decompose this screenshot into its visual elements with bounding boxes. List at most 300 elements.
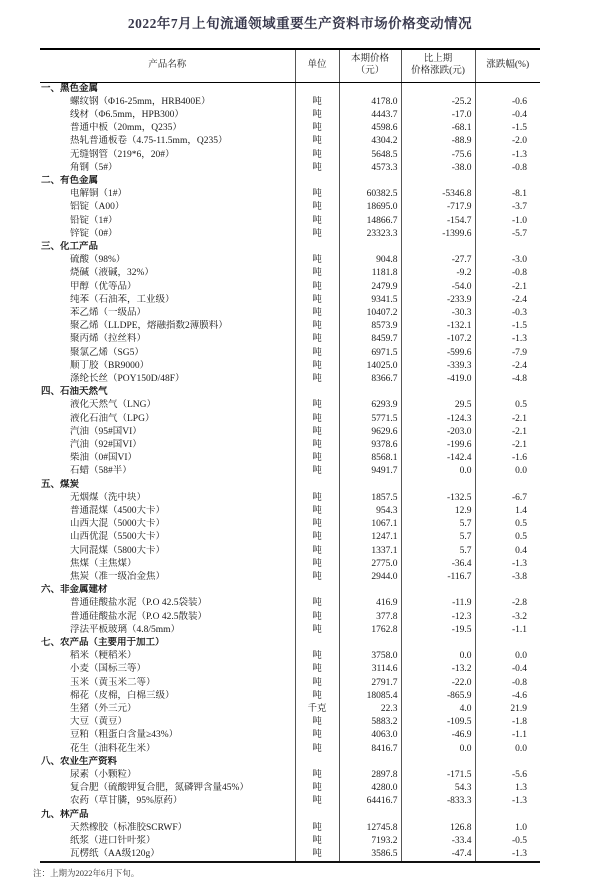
- unit-cell: 吨: [295, 281, 339, 294]
- section-header-row: [40, 479, 540, 492]
- price-change-cell: -599.6: [401, 347, 475, 360]
- price-change-cell: 29.5: [401, 399, 475, 412]
- unit-cell: 吨: [295, 795, 339, 808]
- product-name-cell: 聚氯乙烯（SG5）: [70, 347, 144, 358]
- pct-change-cell: -2.1: [475, 439, 540, 452]
- product-row: [40, 663, 540, 676]
- current-price-cell: 6971.5: [339, 347, 401, 360]
- product-name-cell: 浮法平板玻璃（4.8/5mm）: [70, 624, 181, 635]
- unit-cell: 吨: [295, 188, 339, 201]
- product-name-cell: 农药（草甘膦，95%原药）: [70, 796, 183, 807]
- price-change-cell: 0.0: [401, 650, 475, 663]
- unit-cell: 吨: [295, 505, 339, 518]
- price-change-cell: -199.6: [401, 439, 475, 452]
- product-name-cell: 角钢（5#）: [70, 162, 118, 173]
- product-row: [40, 703, 540, 716]
- product-name-cell: 汽油（92#国VI）: [70, 439, 142, 450]
- product-name-cell: 顺丁胶（BR9000）: [70, 360, 150, 371]
- current-price-cell: [339, 809, 401, 822]
- col-header-price-change: [401, 49, 475, 82]
- col-header-unit-label: 单位: [307, 60, 327, 70]
- product-row: [40, 677, 540, 690]
- pct-change-cell: -1.3: [475, 558, 540, 571]
- unit-cell: 吨: [295, 96, 339, 109]
- unit-cell: 吨: [295, 413, 339, 426]
- current-price-cell: 8573.9: [339, 320, 401, 333]
- product-name-cell: 普通混煤（4500大卡）: [70, 506, 166, 516]
- product-name-cell: 焦煤（主焦煤）: [70, 558, 137, 569]
- current-price-cell: 23323.3: [339, 228, 401, 241]
- current-price-cell: 8568.1: [339, 452, 401, 465]
- current-price-cell: 1067.1: [339, 518, 401, 531]
- product-row: [40, 835, 540, 848]
- price-change-cell: -25.2: [401, 96, 475, 109]
- product-row: [40, 149, 540, 162]
- price-change-cell: -13.2: [401, 663, 475, 676]
- current-price-cell: 4573.3: [339, 162, 401, 175]
- price-change-cell: 54.3: [401, 782, 475, 795]
- pct-change-cell: -1.3: [475, 795, 540, 808]
- unit-cell: 吨: [295, 716, 339, 729]
- unit-cell: 吨: [295, 333, 339, 346]
- section-name-cell: 七、农产品（主要用于加工）: [41, 638, 165, 649]
- current-price-cell: [339, 82, 401, 96]
- product-row: [40, 558, 540, 571]
- pct-change-cell: -0.8: [475, 162, 540, 175]
- current-price-cell: 6293.9: [339, 399, 401, 412]
- current-price-cell: [339, 584, 401, 597]
- product-name-cell: 生猪（外三元）: [70, 704, 137, 715]
- product-name-cell: 小麦（国标三等）: [70, 664, 147, 675]
- product-name-cell: 普通中板（20mm，Q235）: [70, 123, 182, 134]
- col-header-pct-change: [475, 49, 540, 82]
- product-name-cell: 棉花（皮棉，白棉三级）: [70, 690, 175, 701]
- unit-cell: [295, 584, 339, 597]
- product-name-cell: 稻米（粳稻米）: [70, 651, 137, 662]
- pct-change-cell: -1.1: [475, 624, 540, 637]
- product-name-cell: 瓦楞纸（AA级120g）: [70, 849, 160, 860]
- product-row: [40, 465, 540, 478]
- product-name-cell: 天然橡胶（标准胶SCRWF）: [70, 822, 188, 833]
- unit-cell: 吨: [295, 597, 339, 610]
- product-name-cell: 液化天然气（LNG）: [70, 400, 157, 411]
- pct-change-cell: -1.8: [475, 716, 540, 729]
- product-row: [40, 492, 540, 505]
- product-row: [40, 333, 540, 346]
- pct-change-cell: -2.4: [475, 294, 540, 307]
- product-name-cell: 尿素（小颗粒）: [70, 770, 137, 781]
- current-price-cell: 2944.0: [339, 571, 401, 584]
- product-row: [40, 373, 540, 386]
- unit-cell: 吨: [295, 624, 339, 637]
- unit-cell: 千克: [295, 703, 339, 716]
- unit-cell: 吨: [295, 822, 339, 835]
- current-price-cell: [339, 175, 401, 188]
- price-change-cell: -75.6: [401, 149, 475, 162]
- unit-cell: 吨: [295, 135, 339, 148]
- price-change-cell: [401, 386, 475, 399]
- pct-change-cell: -2.8: [475, 597, 540, 610]
- current-price-cell: [339, 479, 401, 492]
- product-row: [40, 729, 540, 742]
- product-row: [40, 571, 540, 584]
- price-change-cell: -419.0: [401, 373, 475, 386]
- current-price-cell: 9629.6: [339, 426, 401, 439]
- price-change-cell: -339.3: [401, 360, 475, 373]
- unit-cell: 吨: [295, 228, 339, 241]
- current-price-cell: 416.9: [339, 597, 401, 610]
- price-change-cell: -22.0: [401, 677, 475, 690]
- col-header-price-change-line1: 比上期: [423, 54, 453, 65]
- unit-cell: 吨: [295, 254, 339, 267]
- pct-change-cell: -4.6: [475, 690, 540, 703]
- product-name-cell: 石蜡（58#半）: [70, 466, 132, 477]
- pct-change-cell: -2.1: [475, 281, 540, 294]
- current-price-cell: 1762.8: [339, 624, 401, 637]
- price-change-cell: 5.7: [401, 531, 475, 544]
- product-row: [40, 426, 540, 439]
- current-price-cell: 5883.2: [339, 716, 401, 729]
- unit-cell: 吨: [295, 492, 339, 505]
- product-row: [40, 320, 540, 333]
- unit-cell: 吨: [295, 215, 339, 228]
- pct-change-cell: -2.0: [475, 135, 540, 148]
- pct-change-cell: -2.1: [475, 413, 540, 426]
- current-price-cell: 1857.5: [339, 492, 401, 505]
- pct-change-cell: 1.4: [475, 505, 540, 518]
- unit-cell: 吨: [295, 729, 339, 742]
- footnote: 注：上期为2022年6月下旬。: [33, 868, 140, 879]
- product-name-cell: 电解铜（1#）: [70, 189, 128, 200]
- current-price-cell: 8416.7: [339, 743, 401, 756]
- product-name-cell: 纸浆（进口针叶浆）: [70, 836, 156, 847]
- price-change-cell: -124.3: [401, 413, 475, 426]
- unit-cell: 吨: [295, 531, 339, 544]
- product-name-cell: 苯乙烯（一级品）: [70, 307, 147, 318]
- current-price-cell: 377.8: [339, 611, 401, 624]
- pct-change-cell: -0.6: [475, 96, 540, 109]
- product-name-cell: 热轧普通板卷（4.75-11.5mm，Q235）: [70, 136, 228, 147]
- price-change-cell: -132.1: [401, 320, 475, 333]
- current-price-cell: [339, 241, 401, 254]
- current-price-cell: 10407.2: [339, 307, 401, 320]
- price-change-cell: -88.9: [401, 135, 475, 148]
- price-change-cell: -203.0: [401, 426, 475, 439]
- price-change-cell: 0.0: [401, 743, 475, 756]
- product-row: [40, 135, 540, 148]
- product-name-cell: 无缝钢管（219*6，20#）: [70, 149, 175, 160]
- product-row: [40, 743, 540, 756]
- product-row: [40, 228, 540, 241]
- price-change-cell: 5.7: [401, 545, 475, 558]
- current-price-cell: 4304.2: [339, 135, 401, 148]
- product-row: [40, 769, 540, 782]
- current-price-cell: 1247.1: [339, 531, 401, 544]
- section-name-cell: 九、林产品: [41, 809, 89, 820]
- pct-change-cell: 0.5: [475, 518, 540, 531]
- pct-change-cell: -1.5: [475, 122, 540, 135]
- price-change-cell: [401, 241, 475, 254]
- section-header-row: [40, 809, 540, 822]
- pct-change-cell: 0.0: [475, 650, 540, 663]
- current-price-cell: 4598.6: [339, 122, 401, 135]
- pct-change-cell: -3.7: [475, 201, 540, 214]
- unit-cell: 吨: [295, 848, 339, 862]
- section-header-row: [40, 241, 540, 254]
- product-name-cell: 铝锭（A00）: [70, 202, 125, 213]
- product-row: [40, 215, 540, 228]
- unit-cell: 吨: [295, 122, 339, 135]
- current-price-cell: [339, 637, 401, 650]
- current-price-cell: 14025.0: [339, 360, 401, 373]
- price-change-cell: 0.0: [401, 465, 475, 478]
- pct-change-cell: -1.5: [475, 320, 540, 333]
- current-price-cell: 2775.0: [339, 558, 401, 571]
- pct-change-cell: -1.3: [475, 333, 540, 346]
- current-price-cell: 14866.7: [339, 215, 401, 228]
- current-price-cell: 8366.7: [339, 373, 401, 386]
- product-row: [40, 611, 540, 624]
- pct-change-cell: -7.9: [475, 347, 540, 360]
- price-change-cell: -109.5: [401, 716, 475, 729]
- product-name-cell: 聚丙烯（拉丝料）: [70, 334, 147, 345]
- pct-change-cell: 1.0: [475, 822, 540, 835]
- product-name-cell: 普通硅酸盐水泥（P.O 42.5袋装）: [70, 598, 207, 609]
- pct-change-cell: [475, 809, 540, 822]
- unit-cell: 吨: [295, 201, 339, 214]
- section-header-row: [40, 637, 540, 650]
- pct-change-cell: -1.3: [475, 848, 540, 862]
- unit-cell: 吨: [295, 373, 339, 386]
- pct-change-cell: -1.0: [475, 215, 540, 228]
- product-name-cell: 汽油（95#国VI）: [70, 426, 142, 437]
- product-row: [40, 294, 540, 307]
- price-change-cell: -865.9: [401, 690, 475, 703]
- price-change-cell: 4.0: [401, 703, 475, 716]
- unit-cell: [295, 809, 339, 822]
- unit-cell: 吨: [295, 545, 339, 558]
- current-price-cell: 3114.6: [339, 663, 401, 676]
- product-row: [40, 795, 540, 808]
- unit-cell: 吨: [295, 360, 339, 373]
- price-change-cell: -38.0: [401, 162, 475, 175]
- col-header-pct-change-label: 涨跌幅(%): [486, 60, 530, 70]
- product-name-cell: 柴油（0#国VI）: [70, 453, 138, 464]
- product-row: [40, 822, 540, 835]
- unit-cell: 吨: [295, 611, 339, 624]
- current-price-cell: 12745.8: [339, 822, 401, 835]
- unit-cell: 吨: [295, 439, 339, 452]
- unit-cell: [295, 82, 339, 96]
- price-change-cell: -30.3: [401, 307, 475, 320]
- unit-cell: 吨: [295, 677, 339, 690]
- product-row: [40, 413, 540, 426]
- product-row: [40, 281, 540, 294]
- price-change-cell: -107.2: [401, 333, 475, 346]
- price-change-cell: -12.3: [401, 611, 475, 624]
- pct-change-cell: -2.1: [475, 426, 540, 439]
- col-header-unit: [295, 49, 339, 82]
- price-change-cell: [401, 479, 475, 492]
- pct-change-cell: 0.0: [475, 743, 540, 756]
- current-price-cell: 1181.8: [339, 267, 401, 280]
- product-name-cell: 玉米（黄玉米二等）: [70, 677, 156, 688]
- product-row: [40, 518, 540, 531]
- current-price-cell: [339, 386, 401, 399]
- pct-change-cell: [475, 584, 540, 597]
- product-row: [40, 624, 540, 637]
- product-name-cell: 焦炭（准一级冶金焦）: [70, 572, 166, 583]
- product-row: [40, 716, 540, 729]
- unit-cell: 吨: [295, 320, 339, 333]
- unit-cell: 吨: [295, 426, 339, 439]
- price-change-cell: [401, 756, 475, 769]
- col-header-current-price-line2: （元）: [355, 65, 385, 76]
- col-header-price-change-line2: 价格涨跌(元): [411, 65, 465, 76]
- unit-cell: 吨: [295, 149, 339, 162]
- pct-change-cell: 21.9: [475, 703, 540, 716]
- current-price-cell: 18695.0: [339, 201, 401, 214]
- price-change-cell: [401, 175, 475, 188]
- current-price-cell: 2791.7: [339, 677, 401, 690]
- current-price-cell: 60382.5: [339, 188, 401, 201]
- col-header-current-price-line1: 本期价格: [350, 54, 389, 65]
- product-row: [40, 439, 540, 452]
- pct-change-cell: [475, 82, 540, 96]
- current-price-cell: 4443.7: [339, 109, 401, 122]
- col-header-current-price: [339, 49, 401, 82]
- product-row: [40, 267, 540, 280]
- unit-cell: 吨: [295, 769, 339, 782]
- product-row: [40, 782, 540, 795]
- unit-cell: 吨: [295, 743, 339, 756]
- unit-cell: [295, 175, 339, 188]
- table-body: [40, 82, 540, 862]
- pct-change-cell: 0.5: [475, 531, 540, 544]
- price-change-cell: -68.1: [401, 122, 475, 135]
- section-header-row: [40, 82, 540, 96]
- current-price-cell: 2479.9: [339, 281, 401, 294]
- price-change-cell: [401, 82, 475, 96]
- pct-change-cell: 1.3: [475, 782, 540, 795]
- section-name-cell: 二、有色金属: [41, 175, 99, 186]
- current-price-cell: 3586.5: [339, 848, 401, 862]
- table-header-row: [40, 49, 540, 82]
- pct-change-cell: [475, 386, 540, 399]
- pct-change-cell: -0.4: [475, 109, 540, 122]
- unit-cell: [295, 386, 339, 399]
- price-change-cell: -54.0: [401, 281, 475, 294]
- price-change-cell: -132.5: [401, 492, 475, 505]
- col-header-product-name: [40, 49, 295, 82]
- current-price-cell: 7193.2: [339, 835, 401, 848]
- unit-cell: 吨: [295, 267, 339, 280]
- pct-change-cell: -4.8: [475, 373, 540, 386]
- current-price-cell: 22.3: [339, 703, 401, 716]
- product-name-cell: 普通硅酸盐水泥（P.O 42.5散装）: [70, 611, 207, 622]
- product-row: [40, 188, 540, 201]
- product-name-cell: 聚乙烯（LLDPE，熔融指数2薄膜料）: [70, 321, 228, 332]
- product-row: [40, 690, 540, 703]
- pct-change-cell: -0.8: [475, 267, 540, 280]
- product-row: [40, 399, 540, 412]
- current-price-cell: 3758.0: [339, 650, 401, 663]
- product-row: [40, 531, 540, 544]
- pct-change-cell: -6.7: [475, 492, 540, 505]
- current-price-cell: 9491.7: [339, 465, 401, 478]
- product-row: [40, 545, 540, 558]
- current-price-cell: 1337.1: [339, 545, 401, 558]
- product-row: [40, 162, 540, 175]
- product-row: [40, 307, 540, 320]
- unit-cell: 吨: [295, 690, 339, 703]
- pct-change-cell: -5.6: [475, 769, 540, 782]
- price-change-cell: -717.9: [401, 201, 475, 214]
- current-price-cell: 2897.8: [339, 769, 401, 782]
- product-name-cell: 花生（油料花生米）: [70, 743, 156, 754]
- unit-cell: 吨: [295, 571, 339, 584]
- product-row: [40, 452, 540, 465]
- pct-change-cell: -3.8: [475, 571, 540, 584]
- price-change-cell: -171.5: [401, 769, 475, 782]
- pct-change-cell: -0.4: [475, 663, 540, 676]
- price-change-cell: -116.7: [401, 571, 475, 584]
- current-price-cell: 64416.7: [339, 795, 401, 808]
- product-row: [40, 505, 540, 518]
- product-name-cell: 大同混煤（5800大卡）: [70, 545, 166, 556]
- section-name-cell: 一、黑色金属: [41, 83, 99, 94]
- product-name-cell: 螺纹钢（Φ16-25mm，HRB400E）: [70, 96, 211, 107]
- pct-change-cell: -0.8: [475, 677, 540, 690]
- price-change-cell: -154.7: [401, 215, 475, 228]
- pct-change-cell: [475, 479, 540, 492]
- section-name-cell: 三、化工产品: [41, 241, 99, 252]
- unit-cell: 吨: [295, 109, 339, 122]
- price-change-cell: -233.9: [401, 294, 475, 307]
- price-change-cell: -27.7: [401, 254, 475, 267]
- product-name-cell: 山西优混（5500大卡）: [70, 532, 166, 543]
- unit-cell: 吨: [295, 465, 339, 478]
- pct-change-cell: 0.0: [475, 465, 540, 478]
- product-name-cell: 豆粕（粗蛋白含量≥43%）: [70, 730, 179, 741]
- product-name-cell: 复合肥（硫酸钾复合肥，氮磷钾含量45%）: [70, 783, 249, 794]
- section-header-row: [40, 756, 540, 769]
- current-price-cell: 5648.5: [339, 149, 401, 162]
- unit-cell: 吨: [295, 558, 339, 571]
- unit-cell: 吨: [295, 835, 339, 848]
- page-title: 2022年7月上旬流通领域重要生产资料市场价格变动情况: [127, 16, 473, 31]
- price-change-cell: -9.2: [401, 267, 475, 280]
- product-row: [40, 109, 540, 122]
- price-change-cell: 12.9: [401, 505, 475, 518]
- product-name-cell: 液化石油气（LPG）: [70, 413, 155, 424]
- section-name-cell: 八、农业生产资料: [41, 756, 118, 767]
- unit-cell: [295, 241, 339, 254]
- pct-change-cell: [475, 756, 540, 769]
- product-row: [40, 650, 540, 663]
- current-price-cell: 4280.0: [339, 782, 401, 795]
- pct-change-cell: -2.4: [475, 360, 540, 373]
- price-change-cell: -5346.8: [401, 188, 475, 201]
- price-change-cell: -36.4: [401, 558, 475, 571]
- product-row: [40, 597, 540, 610]
- current-price-cell: [339, 756, 401, 769]
- pct-change-cell: -8.1: [475, 188, 540, 201]
- current-price-cell: 9378.6: [339, 439, 401, 452]
- unit-cell: 吨: [295, 294, 339, 307]
- price-table: [40, 48, 540, 863]
- product-row: [40, 848, 540, 862]
